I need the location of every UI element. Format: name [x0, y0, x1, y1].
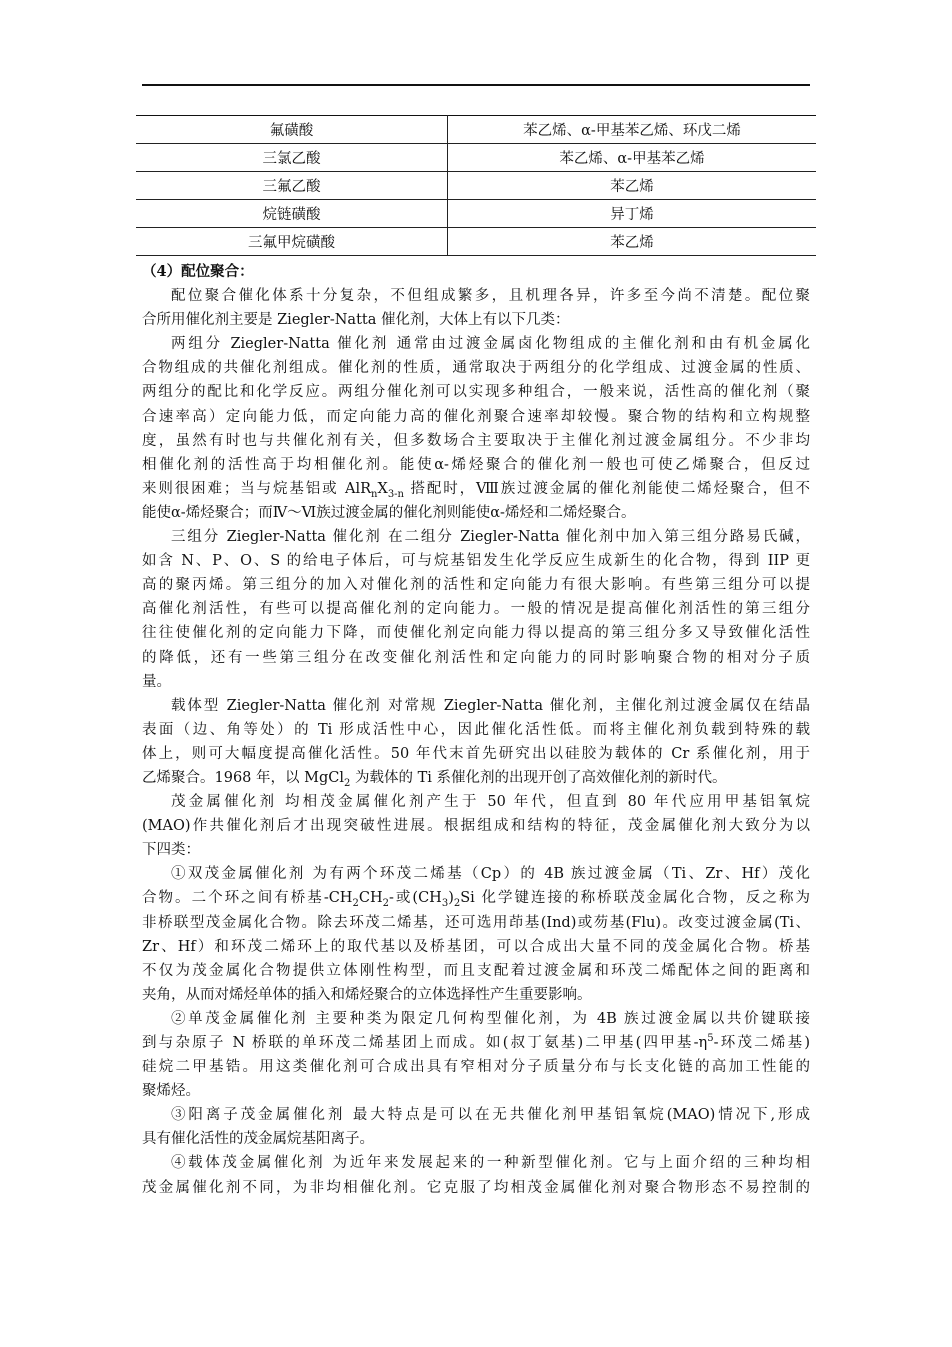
text-segment: 到与杂原子 N 桥联的单环茂二烯基团上而成。如(叔丁氨基)二甲基(四甲基-η [142, 1035, 708, 1051]
table-row [136, 228, 816, 256]
text-segment: -环茂二烯基) [713, 1035, 810, 1051]
monomer-cell: 苯乙烯 [448, 228, 817, 256]
subscript: 2 [453, 898, 461, 910]
three-component-line: 量。 [142, 673, 171, 690]
acid-monomer-table [136, 115, 816, 256]
three-component-line: 高的聚丙烯。第三组分的加入对催化剂的活性和定向能力有很大影响。有些第三组分可以提 [142, 577, 810, 594]
metallocene-line: (MAO)作共催化剂后才出现突破性进展。根据组成和结构的特征，茂金属催化剂大致分为以 [142, 818, 810, 835]
two-component-line: 度，虽然有时也与共催化剂有关，但多数场合主要取决于主催化剂过渡金属组分。不少非均 [142, 432, 810, 449]
two-component-line: 相催化剂的活性高于均相催化剂。能使α-烯烃聚合的催化剂一般也可使乙烯聚合，但反过 [142, 456, 810, 473]
two-component-alr-line [142, 477, 810, 501]
two-component-line: 两组分的配比和化学反应。两组分催化剂可以实现多种组合，一般来说，活性高的催化剂（聚 [142, 384, 810, 401]
text-segment: CH [358, 890, 383, 907]
supported-metallocene-line: ④载体茂金属催化剂 为近年来发展起来的一种新型催化剂。它与上面介绍的三种均相 [171, 1155, 810, 1172]
mono-metallocene-eta-line [142, 1031, 810, 1055]
supported-metallocene-line: 茂金属催化剂不同，为非均相催化剂。它克服了均相茂金属催化剂对聚合物形态不易控制的 [142, 1179, 810, 1196]
two-component-line: 能使α-烯烃聚合；而Ⅳ～Ⅵ族过渡金属的催化剂则能使α-烯烃和二烯烃聚合。 [142, 504, 636, 521]
supported-mgcl2-line [142, 766, 810, 790]
acid-cell: 三氯乙酸 [136, 144, 448, 172]
text-segment: -或(CH [388, 890, 442, 907]
intro-line: 配位聚合催化体系十分复杂，不但组成繁多，且机理各异，许多至今尚不清楚。配位聚 [171, 288, 810, 305]
table-row [136, 116, 816, 144]
three-component-line: 三组分 Ziegler-Natta 催化剂 在二组分 Ziegler-Natta 催化剂中加入第三组分路易氏碱， [171, 529, 810, 546]
monomer-cell: 苯乙烯、α-甲基苯乙烯 [448, 144, 817, 172]
table-row [136, 200, 816, 228]
header-rule [142, 84, 810, 86]
bis-metallocene-line: ①双茂金属催化剂 为有两个环茂二烯基（Cp）的 4B 族过渡金属（Ti、Zr、Hf）茂化 [171, 866, 810, 883]
table-row [136, 144, 816, 172]
three-component-line: 的降低，还有一些第三组分在改变催化剂活性和定向能力的同时影响聚合物的相对分子质 [142, 649, 810, 666]
section-heading: （4）配位聚合： [142, 263, 254, 280]
acid-cell: 三氟甲烷磺酸 [136, 228, 448, 256]
mono-metallocene-line: 硅烷二甲基锆。用这类催化剂可合成出具有窄相对分子质量分布与长支化链的高加工性能的 [142, 1059, 810, 1076]
subscript: 2 [352, 898, 359, 910]
three-component-line: 往往使催化剂的定向能力下降，而使催化剂定向能力得以提高的第三组分多又导致催化活性 [142, 625, 810, 642]
monomer-cell: 苯乙烯 [448, 172, 817, 200]
supported-line: 表面（边、角等处）的 Ti 形成活性中心，因此催化活性低。而将主催化剂负载到特殊的载 [142, 721, 810, 738]
subscript: n [371, 488, 378, 500]
cationic-line: ③阳离子茂金属催化剂 最大特点是可以在无共催化剂甲基铝氧烷(MAO)情况下,形成 [171, 1107, 810, 1124]
two-component-line: 合物组成的共催化剂组成。催化剂的性质，通常取决于两组分的化学组成、过渡金属的性质、 [142, 360, 810, 377]
supported-line: 载体型 Ziegler-Natta 催化剂 对常规 Ziegler-Natta 催化剂，主催化剂过渡金属仅在结晶 [171, 697, 810, 714]
intro-line: 合所用催化剂主要是 Ziegler-Natta 催化剂，大体上有以下几类： [142, 312, 570, 329]
acid-cell: 三氟乙酸 [136, 172, 448, 200]
text-segment: X [377, 480, 388, 497]
supported-line: 体上，则可大幅度提高催化活性。50 年代末首先研究出以硅胶为载体的 Cr 系催化剂，用于 [142, 745, 810, 762]
text-segment: 搭配时，Ⅷ族过渡金属的催化剂能使二烯烃聚合，但不 [404, 480, 810, 497]
three-component-line: 高催化剂活性，有些可以提高催化剂的定向能力。一般的情况是提高催化剂活性的第三组分 [142, 601, 810, 618]
text-segment: 来则很困难；当与烷基铝或 AlR [142, 480, 372, 497]
two-component-line: 合速率高）定向能力低，而定向能力高的催化剂聚合速率却较慢。聚合物的结构和立构规整 [142, 408, 810, 425]
bis-metallocene-line: 非桥联型茂金属化合物。除去环茂二烯基，还可选用茚基(Ind)或芴基(Flu)。改变过渡金属(Ti、 [142, 914, 810, 931]
bis-metallocene-line: 不仅为茂金属化合物提供立体刚性构型，而且支配着过渡金属和环茂二烯配体之间的距离和 [142, 962, 810, 979]
metallocene-line: 下四类： [142, 842, 200, 859]
two-component-line: 两组分 Ziegler-Natta 催化剂 通常由过渡金属卤化物组成的主催化剂和由有机金属化 [171, 336, 810, 353]
subscript: 2 [382, 898, 389, 910]
mono-metallocene-line: 聚烯烃。 [142, 1083, 200, 1100]
subscript: 2 [343, 777, 351, 789]
subscript: 3 [441, 898, 449, 910]
monomer-cell: 苯乙烯、α-甲基苯乙烯、环戊二烯 [448, 116, 817, 144]
superscript: 5 [707, 1033, 714, 1045]
bis-metallocene-line: 夹角，从而对烯烃单体的插入和烯烃聚合的立体选择性产生重要影响。 [142, 986, 592, 1003]
text-segment: Si 化学键连接的称桥联茂金属化合物，反之称为 [460, 890, 810, 907]
article-body [142, 260, 810, 1200]
metallocene-line: 茂金属催化剂 均相茂金属催化剂产生于 50 年代，但直到 80 年代应用甲基铝氧烷 [171, 794, 810, 811]
monomer-cell: 异丁烯 [448, 200, 817, 228]
bis-metallocene-bridge-line [142, 886, 810, 910]
text-segment: 合物。二个环之间有桥基-CH [142, 890, 353, 907]
mono-metallocene-line: ②单茂金属催化剂 主要种类为限定几何构型催化剂，为 4B 族过渡金属以共价键联接 [171, 1010, 810, 1027]
three-component-line: 如含 N、P、O、S 的给电子体后，可与烷基铝发生化学反应生成新生的化合物，得到 IIP 更 [142, 553, 810, 570]
text-segment: 为载体的 Ti 系催化剂的出现开创了高效催化剂的新时代。 [350, 769, 727, 786]
cationic-line: 具有催化活性的茂金属烷基阳离子。 [142, 1131, 374, 1148]
text-segment: 乙烯聚合。1968 年，以 MgCl [142, 769, 344, 786]
table-row [136, 172, 816, 200]
text-segment: ) [448, 890, 454, 907]
bis-metallocene-line: Zr、Hf）和环茂二烯环上的取代基以及桥基团，可以合成出大量不同的茂金属化合物。桥基 [142, 938, 810, 955]
acid-cell: 烷链磺酸 [136, 200, 448, 228]
subscript: 3-n [387, 488, 404, 500]
acid-cell: 氟磺酸 [136, 116, 448, 144]
